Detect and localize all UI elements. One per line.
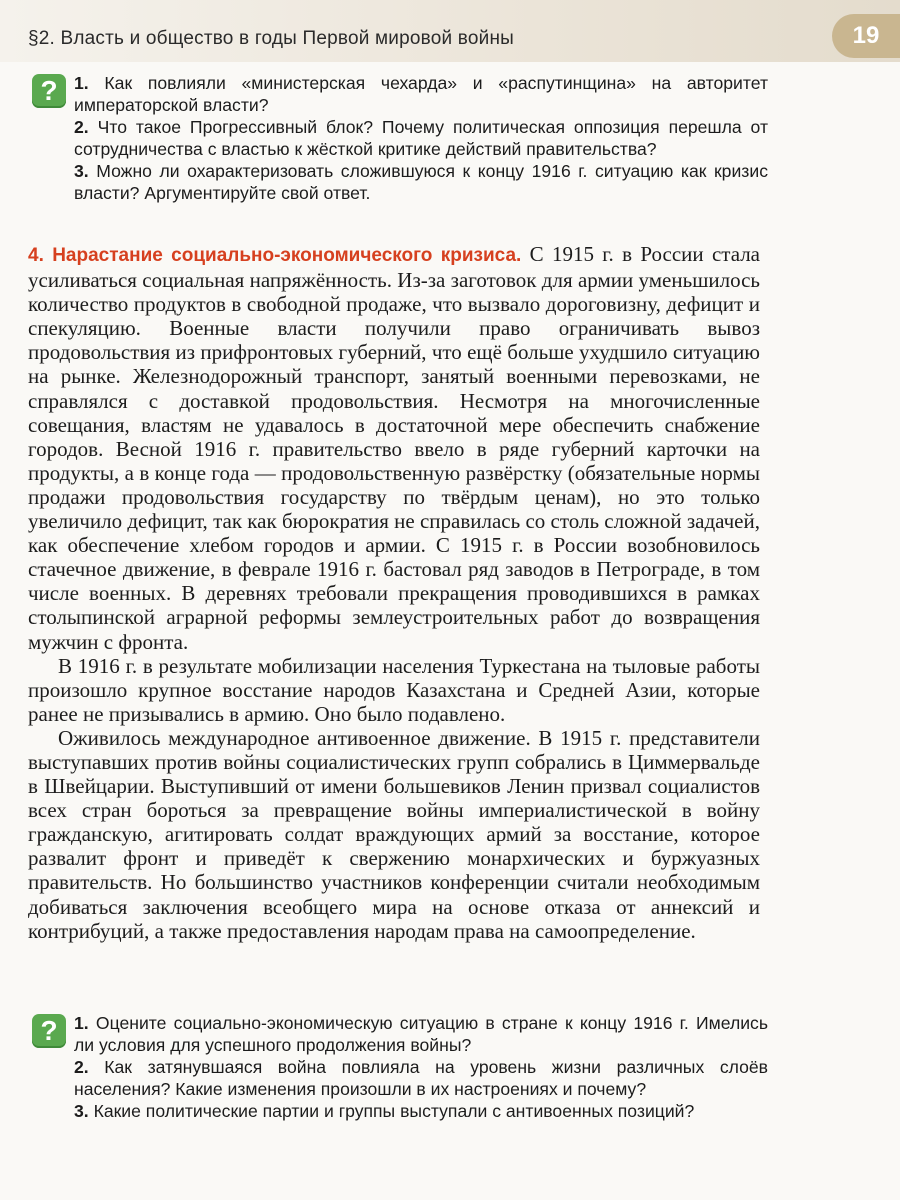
question-item <box>74 1012 768 1056</box>
question-number: 3. <box>74 161 89 181</box>
paragraph <box>28 242 760 654</box>
page-header <box>0 0 900 62</box>
section-title: 4. Нарастание социально-экономического кризиса. <box>28 245 522 266</box>
question-icon: ? <box>32 1014 66 1048</box>
question-icon: ? <box>32 74 66 108</box>
paragraph-text: С 1915 г. в России стала усиливаться социальная напряжённость. Из-за заготовок для армии уменьшилось количество продуктов в свободной продаже, что вызвало дороговизну, дефицит и спекуляцию. Военные власти получили право ограничивать вывоз продовольствия из прифронтовых губерний, что ещё больше ухудшило ситуацию на рынке. Железнодорожный транспорт, занятый военными перевозками, не справлялся с доставкой продовольствия. Несмотря на многочисленные совещания, властям не удавалось в достаточной мере обеспечить снабжение городов. Весной 1916 г. правительство ввело в ряде губерний карточки на продукты, а в конце года — продовольственную развёрстку (обязательные нормы продажи продовольствия государству по твёрдым ценам), но это только увеличило дефицит, так как бюрократия не справилась со столь сложной задачей, как обеспечение хлебом городов и армии. С 1915 г. в России возобновилось стачечное движение, в феврале 1916 г. бастовал ряд заводов в Петрограде, в том числе военных. В деревнях требовали прекращения проводившихся в рамках столыпинской аграрной реформы землеустроительных работ до возвращения мужчин с фронта. <box>28 242 761 654</box>
question-item <box>74 72 768 116</box>
paragraph: Оживилось международное антивоенное движение. В 1915 г. представители выступавших против войны социалистических групп собрались в Циммервальде в Швейцарии. Выступивший от имени большевиков Ленин призвал социалистов всех стран бороться за превращение войны империалистической в войну гражданскую, агитировать солдат враждующих армий за восстание, которое развалит фронт и приведёт к свержению монархических и буржуазных правительств. Но большинство участников конференции считали необходимым добиваться заключения всеобщего мира на основе отказа от аннексий и контрибуций, а также предоставления народам права на самоопределение. <box>28 725 760 943</box>
question-number: 2. <box>74 117 89 137</box>
questions-block-bottom <box>28 1012 768 1122</box>
question-text: Как затянувшаяся война повлияла на уровень жизни различных слоёв населения? Какие изменения произошли в их настроениях и почему? <box>74 1057 768 1099</box>
section-body <box>28 242 760 943</box>
page-number: 19 <box>832 14 900 58</box>
question-list <box>74 72 768 204</box>
question-text: Какие политические партии и группы выступали с антивоенных позиций? <box>93 1101 695 1121</box>
question-item <box>74 160 768 204</box>
question-number: 1. <box>74 73 89 93</box>
question-number: 1. <box>74 1013 89 1033</box>
question-text: Что такое Прогрессивный блок? Почему политическая оппозиция перешла от сотрудничества с властью к жёсткой критике действий правительства? <box>74 117 768 159</box>
question-text: Оцените социально-экономическую ситуацию в стране к концу 1916 г. Имелись ли условия для успешного продолжения войны? <box>74 1013 769 1055</box>
question-number: 3. <box>74 1101 89 1121</box>
question-item <box>74 116 768 160</box>
running-title: §2. Власть и общество в годы Первой мировой войны <box>28 28 514 49</box>
question-text: Можно ли охарактеризовать сложившуюся к концу 1916 г. ситуацию как кризис власти? Аргументируйте свой ответ. <box>74 161 768 203</box>
question-item <box>74 1100 768 1122</box>
question-text: Как повлияли «министерская чехарда» и «распутинщина» на авторитет императорской власти? <box>74 73 769 115</box>
question-item <box>74 1056 768 1100</box>
question-number: 2. <box>74 1057 89 1077</box>
paragraph: В 1916 г. в результате мобилизации населения Туркестана на тыловые работы произошло крупное восстание народов Казахстана и Средней Азии, которые ранее не призывались в армию. Оно было подавлено. <box>28 653 760 726</box>
question-list <box>74 1012 768 1122</box>
questions-block-top <box>28 72 768 204</box>
